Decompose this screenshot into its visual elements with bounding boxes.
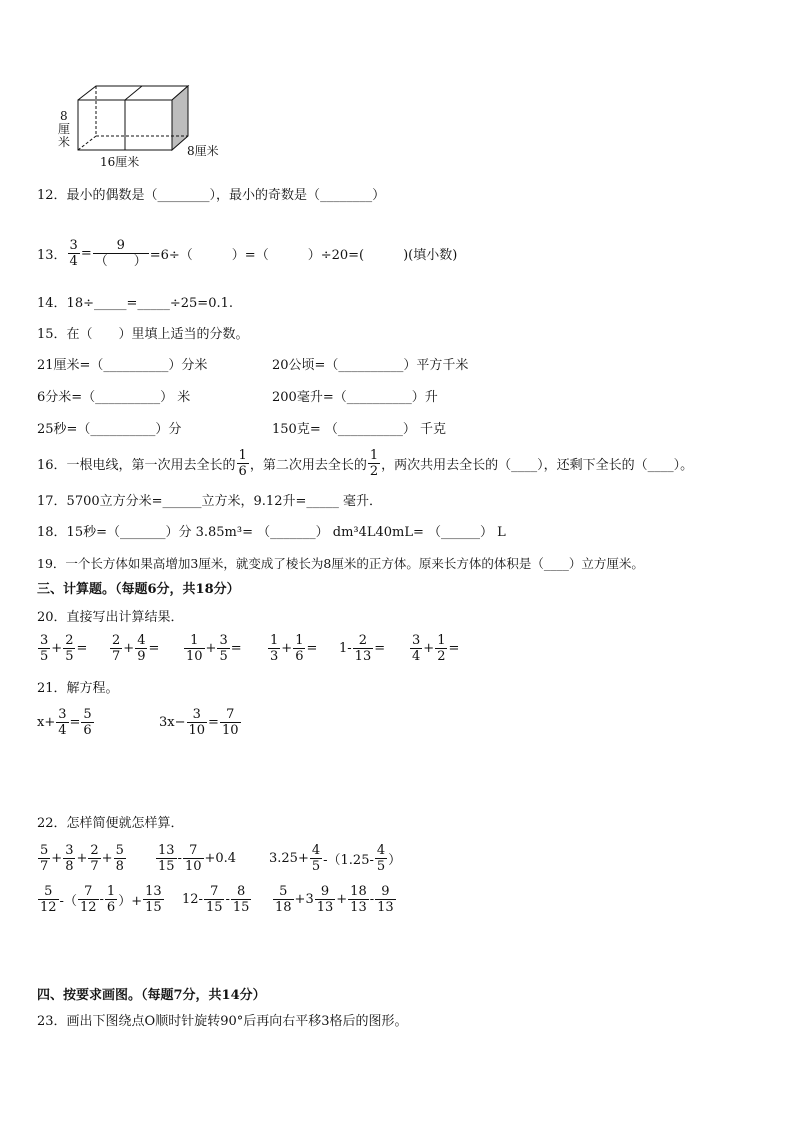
- question-14: 14．18÷_____=_____÷25=0.1.: [37, 296, 234, 311]
- q22-expr-5: 12- $\frac{7}{15}$ - $\frac{8}{15}$: [182, 884, 250, 915]
- q20-expr-3: $\frac{1}{10}$ + $\frac{3}{5}$ =: [186, 633, 242, 664]
- q22-row-1: [37, 843, 401, 874]
- section-3-title: 三、计算题。（每题6分，共18分）: [37, 582, 240, 597]
- q22-expr-4: $\frac{5}{12}$ -（ $\frac{7}{12}$ - $\frac{1}{6}$ ）+ $\frac{13}{15}$: [40, 884, 162, 915]
- question-12: 12．最小的偶数是（________），最小的奇数是（________）: [37, 188, 386, 203]
- question-19: 19．一个长方体如果高增加3厘米，就变成了棱长为8厘米的正方体。原来长方体的体积是（____）立方厘米。: [37, 556, 644, 571]
- question-23: 23．画出下图绕点O顺时针旋转90°后再向右平移3格后的图形。: [37, 1014, 408, 1029]
- q15-row2-right: 200毫升=（__________）升: [272, 390, 438, 405]
- height-label-mi: 米: [58, 135, 71, 149]
- question-20-title: 20．直接写出计算结果．: [37, 610, 184, 625]
- q20-expr-5: 1- $\frac{2}{13}$ =: [339, 633, 386, 664]
- fraction: $\frac{1}{2}$: [369, 448, 379, 479]
- q22-row-2: [37, 884, 397, 915]
- q21-equation-2: 3x− $\frac{3}{10}$ = $\frac{7}{10}$: [159, 707, 239, 738]
- q20-expr-2: $\frac{2}{7}$ + $\frac{4}{9}$ =: [112, 633, 160, 664]
- q20-expr-1: $\frac{3}{5}$ + $\frac{2}{5}$ =: [40, 633, 88, 664]
- q20-expr-6: $\frac{3}{4}$ + $\frac{1}{2}$ =: [412, 633, 460, 664]
- width-label: 8厘米: [187, 144, 219, 158]
- section-4-title: 四、按要求画图。（每题7分，共14分）: [37, 988, 266, 1003]
- q21-equations: [37, 707, 242, 738]
- fraction: $\frac{1}{6}$: [238, 448, 247, 479]
- fraction: $\frac{3}{4}$: [69, 238, 78, 269]
- q22-expr-3: 3.25+ $\frac{4}{5}$ -（1.25- $\frac{4}{5}$ ）: [269, 843, 402, 874]
- q15-row1-right: 20公顷=（__________）平方千米: [272, 358, 469, 373]
- q22-expr-6: $\frac{5}{18}$ +3 $\frac{9}{13}$ + $\frac{18}{13}$ - $\frac{9}{13}$: [275, 884, 394, 915]
- question-22-title: 22．怎样简便就怎样算．: [37, 816, 184, 831]
- question-16: 16．一根电线，第一次用去全长的 $\frac{1}{6}$ ，第二次用去全长的 $\frac{1}{2}$ ，两次共用去全长的（____），还剩下全长的（____）。: [37, 448, 694, 479]
- q15-row3-left: 25秒=（__________）分: [37, 422, 182, 437]
- question-17: 17．5700立方分米=______立方米，9.12升=_____ 毫升．: [37, 494, 382, 509]
- q15-row3-right: 150克= （__________） 千克: [272, 422, 446, 437]
- q22-expr-2: $\frac{13}{15}$ - $\frac{7}{10}$ +0.4: [158, 843, 237, 874]
- height-label-li: 厘: [58, 122, 71, 136]
- question-18: 18．15秒=（_______）分 3.85m³= （_______） dm³4L40mL= （______） L: [37, 525, 506, 540]
- q22-expr-1: $\frac{5}{7}$ + $\frac{3}{8}$ + $\frac{2}{7}$ + $\frac{5}{8}$: [40, 843, 124, 874]
- q21-equation-1: x+ $\frac{3}{4}$ = $\frac{5}{6}$: [37, 707, 92, 738]
- length-label: 16厘米: [100, 155, 140, 169]
- question-21-title: 21．解方程。: [37, 681, 119, 696]
- q20-expressions: [37, 633, 459, 664]
- fraction: $\frac{9}{( )}$: [94, 238, 147, 269]
- q20-expr-4: $\frac{1}{3}$ + $\frac{1}{6}$ =: [270, 633, 318, 664]
- question-15-title: 15．在（ ）里填上适当的分数。: [37, 327, 249, 342]
- q15-row2-left: 6分米=（__________） 米: [37, 390, 191, 405]
- height-label-8: 8: [60, 109, 68, 123]
- question-13: 13． $\frac{3}{4}$ = $\frac{9}{( )}$ =6÷（ ）=（ ）÷20=( )(填小数): [37, 238, 458, 269]
- q15-row1-left: 21厘米=（__________）分米: [37, 358, 208, 373]
